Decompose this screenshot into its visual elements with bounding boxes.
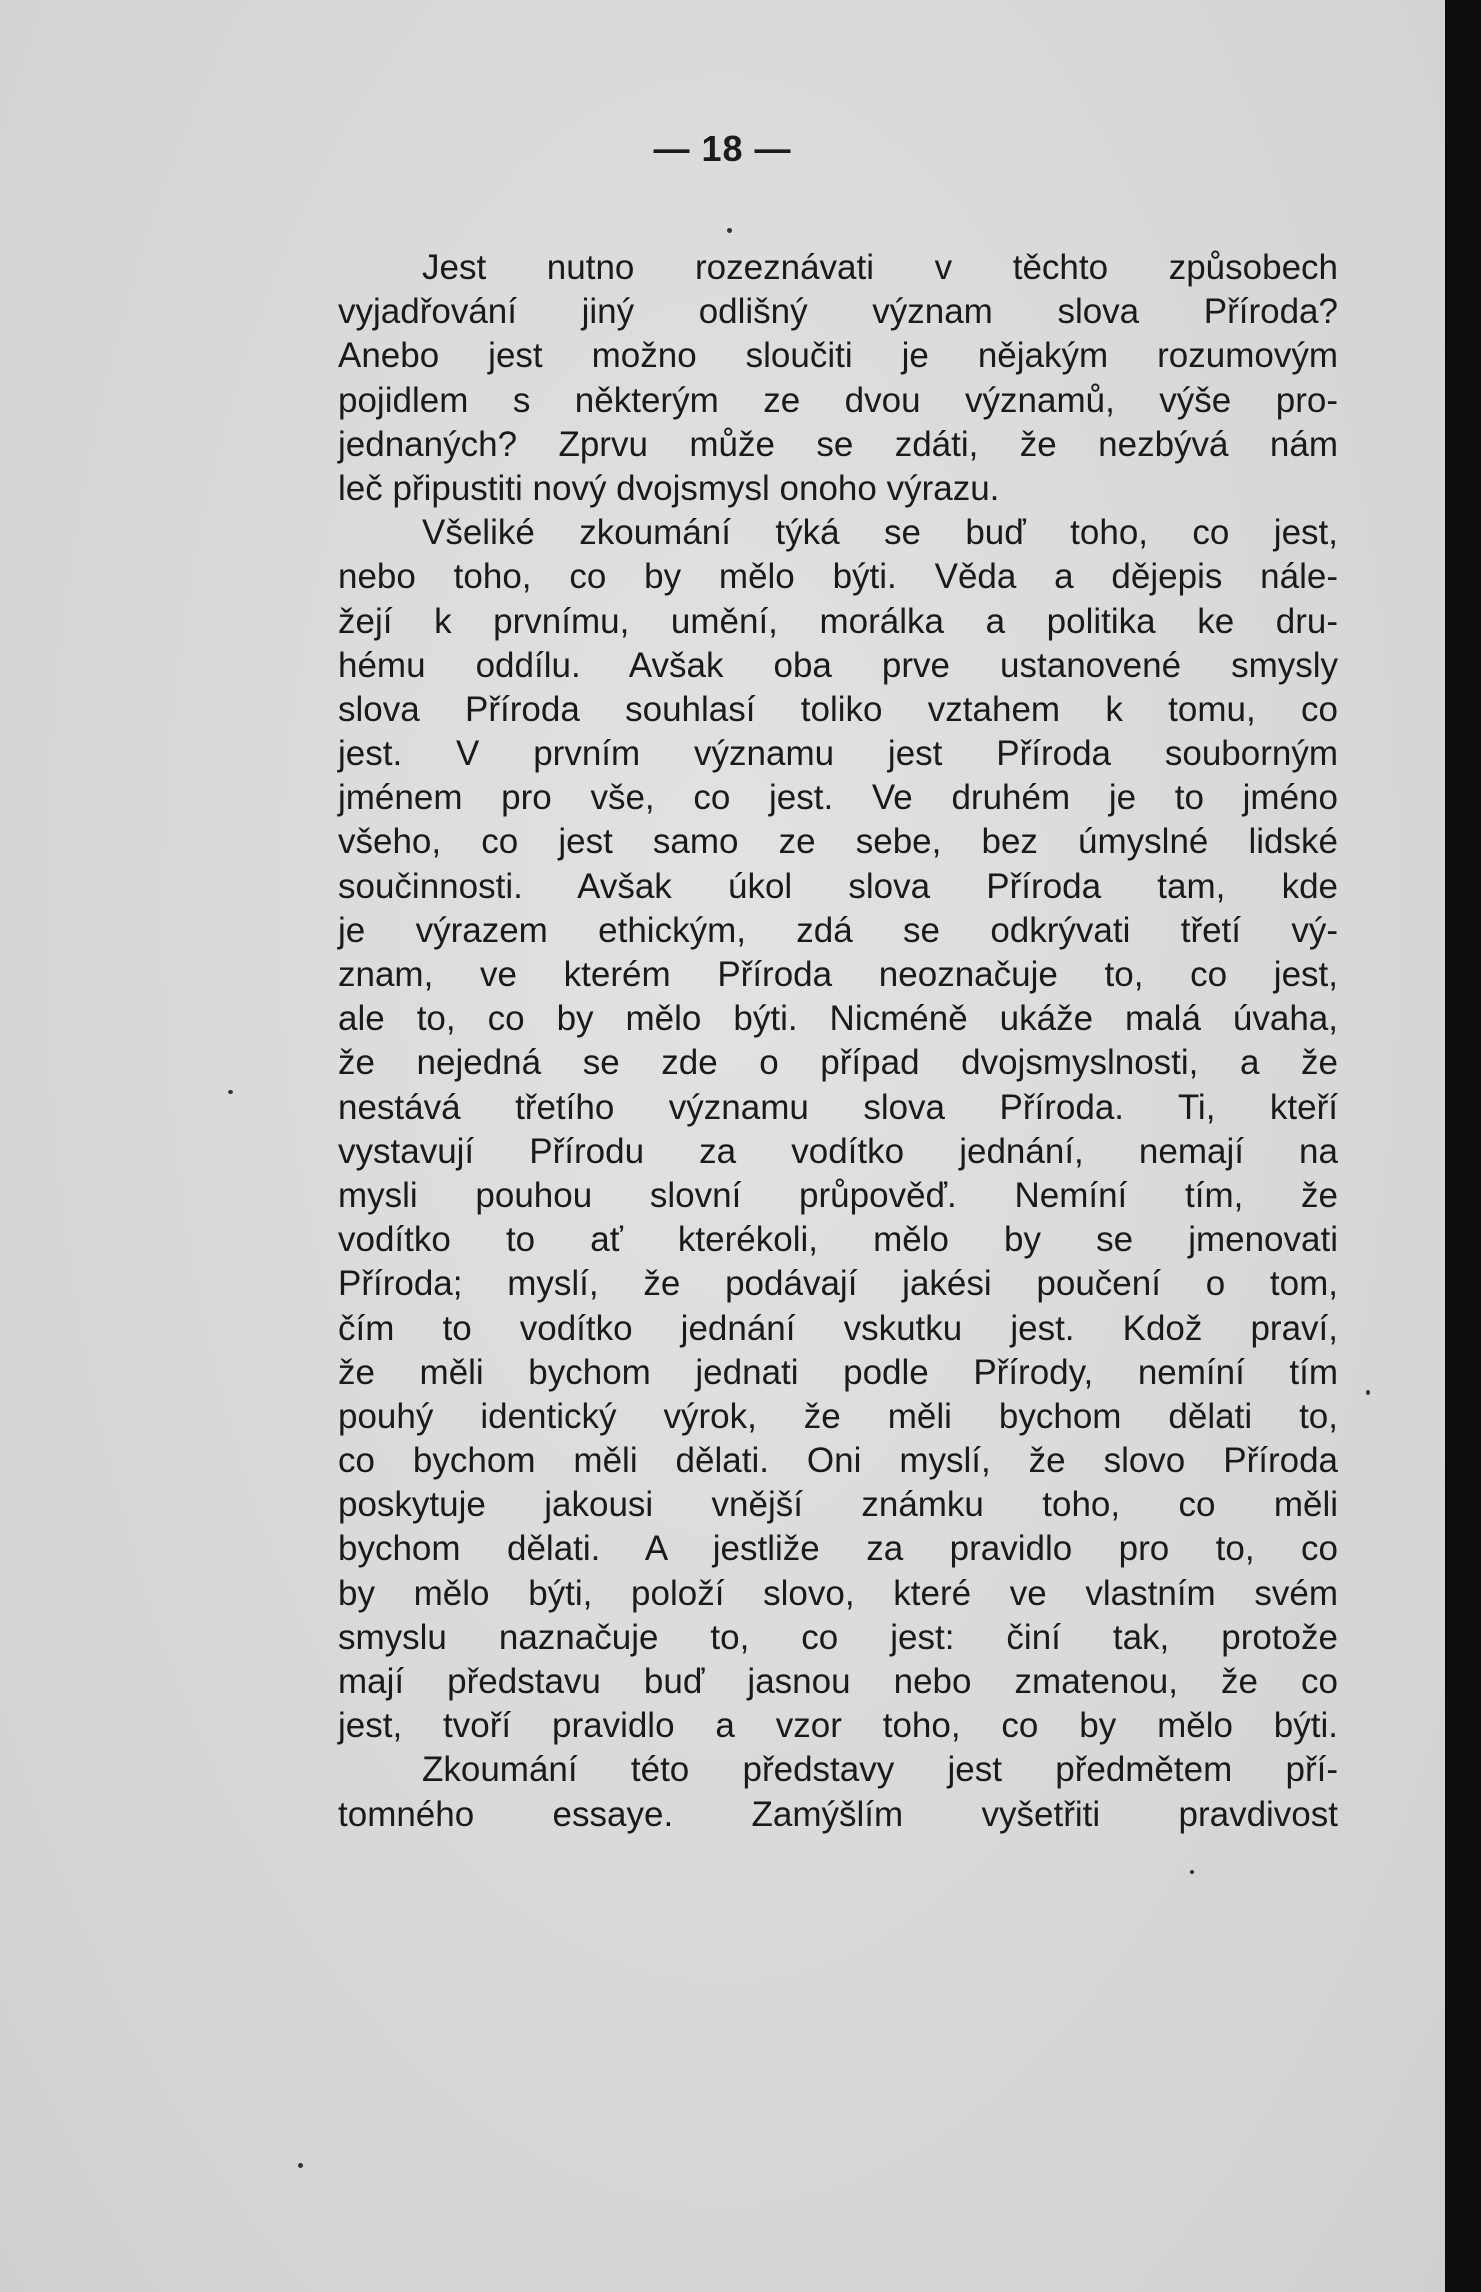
text-line: vyjadřování jiný odlišný význam slova Příroda? — [338, 292, 1338, 332]
text-line: součinnosti. Avšak úkol slova Příroda tam, kde — [338, 866, 1338, 906]
page-number: — 18 — — [653, 128, 792, 169]
print-speck — [298, 2163, 303, 2168]
text-line: vodítko to ať kterékoli, mělo by se jmenovati — [338, 1220, 1338, 1260]
text-line: hému oddílu. Avšak oba prve ustanovené smysly — [338, 645, 1338, 685]
text-line: znam, ve kterém Příroda neoznačuje to, co jest, — [338, 955, 1338, 994]
text-line: pojidlem s některým ze dvou významů, výše pro- — [338, 380, 1338, 420]
body-text — [338, 246, 1338, 1837]
text-line: vystavují Přírodu za vodítko jednání, nemají na — [338, 1131, 1338, 1171]
text-line: mysli pouhou slovní průpověď. Nemíní tím, že — [338, 1175, 1338, 1215]
print-speck — [727, 228, 732, 233]
text-line: mají představu buď jasnou nebo zmatenou, že co — [338, 1662, 1338, 1701]
text-line: že nejedná se zde o případ dvojsmyslnosti, a že — [338, 1043, 1338, 1083]
text-line: by mělo býti, položí slovo, které ve vlastním svém — [338, 1573, 1338, 1613]
text-line: že měli bychom jednati podle Přírody, nemíní tím — [338, 1352, 1338, 1392]
text-line: nestává třetího významu slova Příroda. Ti, kteří — [338, 1087, 1338, 1127]
text-line: Zkoumání této představy jest předmětem pří- — [422, 1750, 1338, 1790]
scan-border — [1445, 0, 1481, 2292]
text-line: ale to, co by mělo býti. Nicméně ukáže malá úvaha, — [338, 999, 1338, 1039]
text-line: Jest nutno rozeznávati v těchto způsobech — [422, 248, 1338, 287]
text-line: jménem pro vše, co jest. Ve druhém je to jméno — [338, 778, 1338, 818]
text-line: leč připustiti nový dvojsmysl onoho výrazu. — [338, 468, 1000, 508]
text-line: Anebo jest možno sloučiti je nějakým rozumovým — [338, 336, 1338, 376]
text-line: co bychom měli dělati. Oni myslí, že slovo Příroda — [338, 1441, 1338, 1481]
print-speck — [228, 1090, 233, 1094]
text-line: Příroda; myslí, že podávají jakési poučení o tom, — [338, 1264, 1338, 1304]
text-line: nebo toho, co by mělo býti. Věda a dějepis nále- — [338, 557, 1338, 597]
text-line: tomného essaye. Zamýšlím vyšetřiti pravdivost — [338, 1794, 1338, 1834]
text-line: jednaných? Zprvu může se zdáti, že nezbývá nám — [338, 424, 1338, 464]
text-line: všeho, co jest samo ze sebe, bez úmyslné lidské — [338, 822, 1338, 862]
text-line: poskytuje jakousi vnější známku toho, co měli — [338, 1485, 1338, 1525]
text-line: čím to vodítko jednání vskutku jest. Kdož praví, — [338, 1308, 1338, 1348]
text-line: je výrazem ethickým, zdá se odkrývati třetí vý- — [338, 910, 1338, 950]
print-speck — [1366, 1390, 1370, 1395]
text-line: pouhý identický výrok, že měli bychom dělati to, — [338, 1396, 1338, 1436]
text-line: slova Příroda souhlasí toliko vztahem k tomu, co — [338, 689, 1338, 729]
print-speck — [1190, 1870, 1194, 1874]
text-line: jest. V prvním významu jest Příroda souborným — [338, 734, 1338, 774]
text-line: žejí k prvnímu, umění, morálka a politika ke dru- — [338, 601, 1338, 641]
text-line: jest, tvoří pravidlo a vzor toho, co by mělo býti. — [338, 1706, 1338, 1746]
text-line: bychom dělati. A jestliže za pravidlo pro to, co — [338, 1529, 1338, 1569]
text-line: smyslu naznačuje to, co jest: činí tak, protože — [338, 1617, 1338, 1657]
text-line: Všeliké zkoumání týká se buď toho, co jest, — [422, 513, 1338, 553]
